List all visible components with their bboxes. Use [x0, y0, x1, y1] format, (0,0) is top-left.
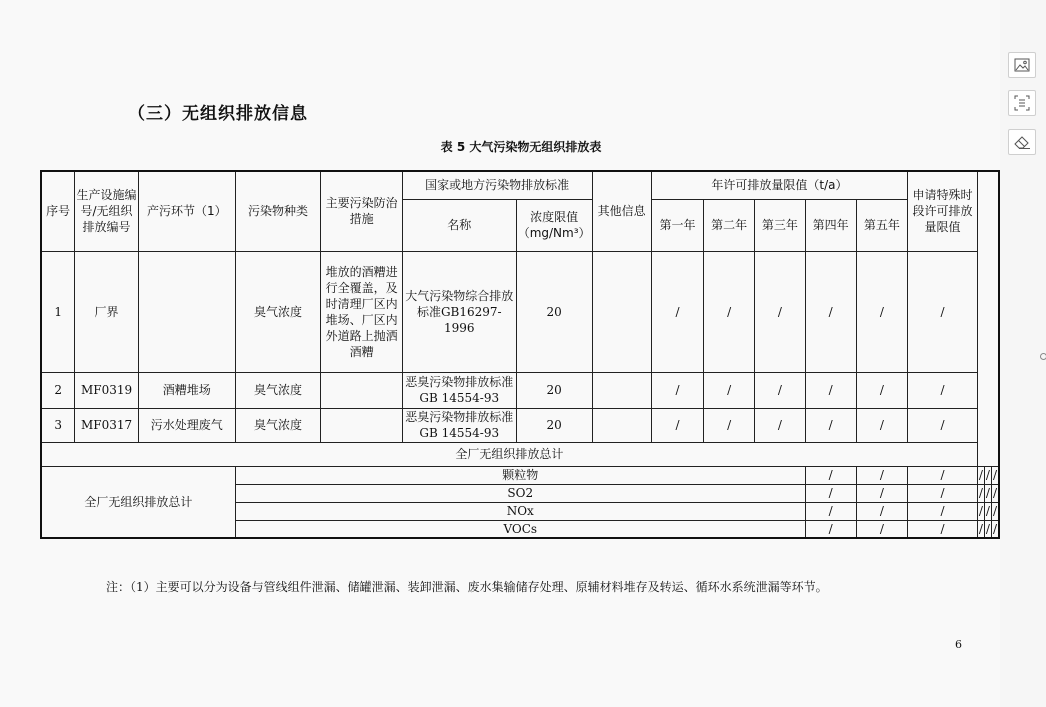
row-special: /: [908, 408, 978, 442]
total-year-3: /: [908, 520, 978, 538]
row-measures: [321, 408, 403, 442]
total-year-4: /: [978, 486, 983, 500]
row-year-3: /: [755, 408, 806, 442]
row-year-3: /: [755, 372, 806, 408]
section-heading: （三）无组织排放信息: [128, 104, 308, 124]
total-year-1: /: [805, 484, 856, 502]
row-pollutant: 臭气浓度: [235, 251, 321, 372]
footnote: 注：（1）主要可以分为设备与管线组件泄漏、储罐泄漏、装卸泄漏、废水集输储存处理、原辅材料堆存及转运、循环水系统泄漏等环节。: [106, 580, 828, 594]
table-row: [41, 251, 999, 372]
row-year-2: /: [704, 408, 755, 442]
total-special: /: [992, 504, 997, 518]
row-standard: 大气污染物综合排放标准GB16297-1996: [402, 251, 516, 372]
header-standard-group: 国家或地方污染物排放标准: [402, 171, 592, 199]
image-tool-button[interactable]: [1008, 52, 1036, 78]
row-measures: [321, 372, 403, 408]
row-other: [592, 251, 651, 372]
row-pollutant: 臭气浓度: [235, 408, 321, 442]
crop-text-tool-button[interactable]: [1008, 90, 1036, 116]
total-year-4: /: [978, 504, 983, 518]
row-standard: 恶臭污染物排放标准 GB 14554-93: [402, 372, 516, 408]
total-year-1: /: [805, 502, 856, 520]
row-standard: 恶臭污染物排放标准 GB 14554-93: [402, 408, 516, 442]
header-year-5: 第五年: [856, 199, 908, 251]
page-number: 6: [955, 638, 962, 651]
total-row: [41, 466, 999, 484]
total-year-1: /: [805, 520, 856, 538]
row-process: 污水处理废气: [138, 408, 235, 442]
eraser-icon: [1013, 134, 1031, 150]
row-facility-id: MF0317: [75, 408, 138, 442]
row-year-5: /: [856, 408, 908, 442]
total-year-2: /: [856, 520, 908, 538]
total-label: 全厂无组织排放总计: [41, 466, 235, 538]
row-year-5: /: [856, 372, 908, 408]
row-concentration: 20: [516, 372, 592, 408]
total-year-2: /: [856, 484, 908, 502]
row-year-1: /: [651, 408, 704, 442]
total-special: /: [991, 520, 999, 538]
image-icon: [1014, 58, 1030, 72]
total-pollutant: SO2: [235, 484, 805, 502]
total-year-5: /: [985, 504, 990, 518]
eraser-tool-button[interactable]: [1008, 129, 1036, 155]
header-facility-id: 生产设施编号/无组织排放编号: [75, 171, 138, 251]
emission-table: [40, 170, 1000, 539]
row-year-2: /: [704, 372, 755, 408]
header-measures: 主要污染防治措施: [321, 171, 403, 251]
total-year-3: /: [908, 502, 978, 520]
row-pollutant: 臭气浓度: [235, 372, 321, 408]
total-year-5: /: [985, 468, 990, 482]
header-seq: 序号: [41, 171, 75, 251]
header-annual-group: 年许可排放量限值（t/a）: [651, 171, 907, 199]
header-concentration: 浓度限值（mg/Nm³）: [516, 199, 592, 251]
total-year-2: /: [856, 466, 908, 484]
table-caption: 表 5 大气污染物无组织排放表: [440, 140, 602, 154]
total-pollutant: VOCs: [235, 520, 805, 538]
header-year-4: 第四年: [805, 199, 856, 251]
total-year-3: /: [908, 484, 978, 502]
row-special: /: [908, 251, 978, 372]
header-standard-name: 名称: [402, 199, 516, 251]
row-seq: 2: [41, 372, 75, 408]
total-year-4: /: [978, 468, 983, 482]
total-year-1: /: [805, 466, 856, 484]
row-year-2: /: [704, 251, 755, 372]
header-year-1: 第一年: [651, 199, 704, 251]
total-special: /: [992, 468, 997, 482]
row-year-5: /: [856, 251, 908, 372]
row-process: 酒糟堆场: [138, 372, 235, 408]
row-year-1: /: [651, 372, 704, 408]
row-year-4: /: [805, 251, 856, 372]
row-process: [138, 251, 235, 372]
row-year-4: /: [805, 408, 856, 442]
row-other: [592, 372, 651, 408]
row-special: /: [908, 372, 978, 408]
row-year-1: /: [651, 251, 704, 372]
row-year-4: /: [805, 372, 856, 408]
total-year-3: /: [908, 466, 978, 484]
total-year-4: /: [977, 520, 984, 538]
crop-text-icon: [1014, 95, 1030, 111]
row-seq: 1: [41, 251, 75, 372]
row-concentration: 20: [516, 408, 592, 442]
row-facility-id: 厂界: [75, 251, 138, 372]
header-year-2: 第二年: [704, 199, 755, 251]
table-row: [41, 372, 999, 408]
header-special: 申请特殊时段许可排放量限值: [908, 171, 978, 251]
row-seq: 3: [41, 408, 75, 442]
total-special: /: [992, 486, 997, 500]
total-year-5: /: [984, 520, 991, 538]
row-concentration: 20: [516, 251, 592, 372]
total-year-2: /: [856, 502, 908, 520]
total-section-label: 全厂无组织排放总计: [41, 442, 977, 466]
row-facility-id: MF0319: [75, 372, 138, 408]
total-pollutant: NOx: [235, 502, 805, 520]
table-row: [41, 408, 999, 442]
scroll-handle[interactable]: [1040, 353, 1046, 360]
header-pollutant: 污染物种类: [235, 171, 321, 251]
row-year-3: /: [755, 251, 806, 372]
header-process: 产污环节（1）: [138, 171, 235, 251]
row-other: [592, 408, 651, 442]
header-other: 其他信息: [592, 171, 651, 251]
total-year-5: /: [985, 486, 990, 500]
header-year-3: 第三年: [755, 199, 806, 251]
total-pollutant: 颗粒物: [235, 466, 805, 484]
row-measures: 堆放的酒糟进行全覆盖，及时清理厂区内堆场、厂区内外道路上抛洒酒糟: [321, 251, 403, 372]
